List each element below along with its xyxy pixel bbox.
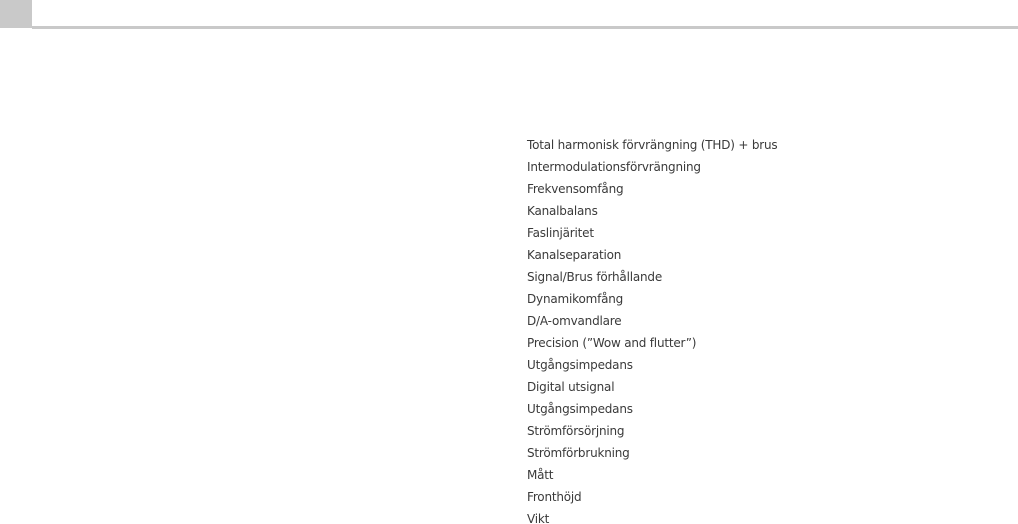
spec-item-output-impedance-2: Utgångsimpedans	[527, 402, 633, 416]
header-rule	[32, 26, 1018, 29]
spec-item-front-height: Fronthöjd	[527, 490, 582, 504]
spec-item-output-impedance: Utgångsimpedans	[527, 358, 633, 372]
spec-item-wow-flutter: Precision (”Wow and flutter”)	[527, 336, 697, 350]
spec-item-phase-linearity: Faslinjäritet	[527, 226, 594, 240]
spec-item-intermodulation: Intermodulationsförvrängning	[527, 160, 701, 174]
spec-item-channel-separation: Kanalseparation	[527, 248, 622, 262]
spec-item-thd: Total harmonisk förvrängning (THD) + brus	[527, 138, 778, 152]
spec-item-power-consumption: Strömförbrukning	[527, 446, 630, 460]
spec-item-da-converter: D/A-omvandlare	[527, 314, 622, 328]
spec-item-frequency-range: Frekvensomfång	[527, 182, 624, 196]
spec-item-channel-balance: Kanalbalans	[527, 204, 598, 218]
spec-item-dynamic-range: Dynamikomfång	[527, 292, 624, 306]
specification-list	[527, 134, 777, 524]
spec-item-signal-noise: Signal/Brus förhållande	[527, 270, 663, 284]
spec-item-weight: Vikt	[527, 512, 550, 524]
header-corner-tab	[0, 0, 32, 28]
spec-item-dimensions: Mått	[527, 468, 554, 482]
spec-item-power-supply: Strömförsörjning	[527, 424, 625, 438]
spec-item-digital-output: Digital utsignal	[527, 380, 615, 394]
